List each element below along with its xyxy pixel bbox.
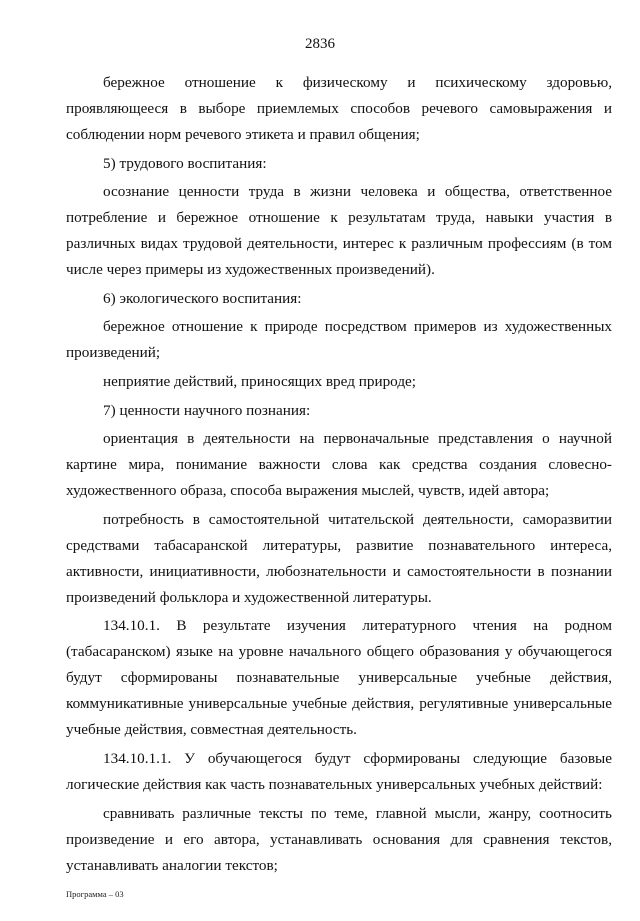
paragraph: бережное отношение к природе посредством примеров из художественных произведений; [66, 318, 612, 362]
clause-paragraph: 134.10.1. В результате изучения литературного чтения на родном (табасаранском) языке на уровне начального общего образования у обучающегося будут сформированы познавательные универсальные учебные действия, коммуникативные универсальные учебные действия, регулятивные универсальные учебные действия, совместная деятельность. [66, 617, 612, 739]
footer-label: Программа – 03 [66, 889, 124, 899]
paragraph: неприятие действий, приносящих вред природе; [103, 372, 417, 390]
page-number: 2836 [305, 36, 335, 52]
paragraph: ориентация в деятельности на первоначальные представления о научной картине мира, понимание важности слова как средства создания словесно-художественного образа, способа выражения мыслей, чувств, идей автора; [66, 430, 612, 500]
section-heading: 7) ценности научного познания: [103, 401, 311, 419]
clause-paragraph: 134.10.1.1. У обучающегося будут сформированы следующие базовые логические действия как часть познавательных универсальных учебных действий: [66, 749, 612, 793]
section-heading: 5) трудового воспитания: [103, 154, 267, 172]
section-heading: 6) экологического воспитания: [103, 289, 302, 307]
paragraph: сравнивать различные тексты по теме, главной мысли, жанру, соотносить произведение и его автора, устанавливать основания для сравнения текстов, устанавливать аналогии текстов; [66, 804, 612, 874]
paragraph: осознание ценности труда в жизни человека и общества, ответственное потребление и бережное отношение к результатам труда, навыки участия в различных видах трудовой деятельности, интерес к различным профессиям (в том числе через примеры из художественных произведений). [66, 183, 612, 279]
paragraph: бережное отношение к физическому и психическому здоровью, проявляющееся в выборе приемлемых способов речевого самовыражения и соблюдении норм речевого этикета и правил общения; [66, 74, 612, 143]
paragraph: потребность в самостоятельной читательской деятельности, саморазвитии средствами табасаранской литературы, развитие познавательного интереса, активности, инициативности, любознательности и самостоятельности в познании произведений фольклора и художественной литературы. [66, 510, 612, 606]
document-body [66, 70, 612, 881]
